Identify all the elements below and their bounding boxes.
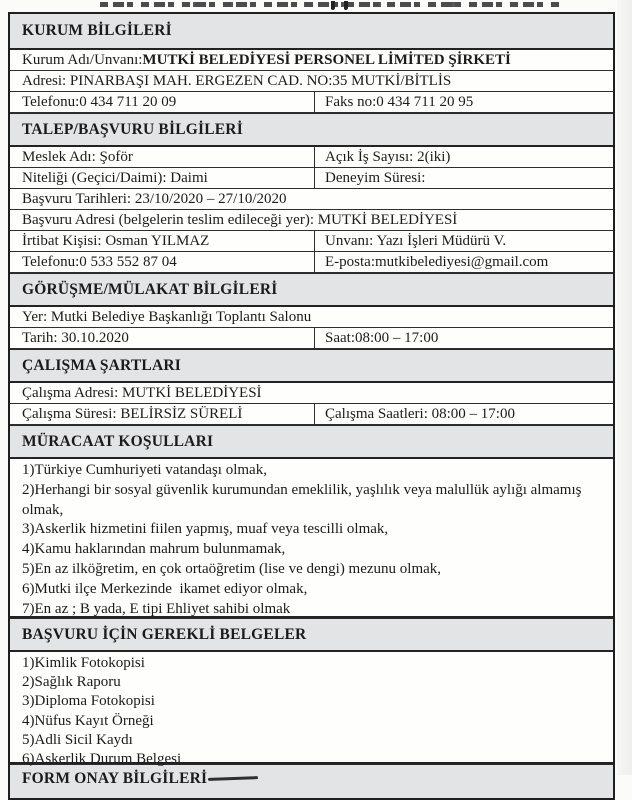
table-row-irtibat-unvan [10,231,613,252]
list-item: 6)Askerlik Durum Belgesi [22,751,182,768]
section-header-muracaat-kosullari [10,425,613,459]
section-title: FORM ONAY BİLGİLERİ [22,770,208,787]
section-header-gerekli-belgeler [10,618,613,652]
kurum-faks: Faks no:0 434 711 20 95 [325,93,474,110]
list-item: 1)Kimlik Fotokopisi [22,655,145,671]
table-row-telefon-eposta [10,252,613,273]
list-item: 5)Adli Sicil Kaydı [22,731,133,748]
kurum-adresi: Adresi: PINARBAŞI MAH. ERGEZEN CAD. NO:35 MUTKİ/BİTLİS [22,72,452,89]
list-item: 2)Herhangi bir sosyal güvenlik kurumundan emeklilik, yaşlılık veya malullük aylığı almamış olmak, [22,481,586,518]
table-row-meslek-acikis [10,147,613,168]
table-row-telefon-faks [10,92,613,113]
calisma-suresi: Çalışma Süresi: BELİRSİZ SÜRELİ [10,404,315,424]
irtibat-unvani: Unvanı: Yazı İşleri Müdürü V. [325,232,507,249]
table-row-basvuru-tarihleri [10,189,613,210]
gorusme-tarihi: Tarih: 30.10.2020 [10,328,315,348]
section-header-calisma-sartlari [10,349,613,383]
deneyim-suresi: Deneyim Süresi: [325,169,426,186]
list-item: 4)Nüfus Kayıt Örneği [22,712,154,729]
kurum-adi-label: Kurum Adı/Unvanı: [22,51,143,68]
table-row-kurum-adresi [10,71,613,92]
section-header-gorusme-mulakat [10,273,613,307]
list-item: 5)En az ilköğretim, en çok ortaöğretim (lise ve dengi) mezunu olmak, [22,560,442,577]
list-item: 7)En az ; B yada, E tipi Ehliyet sahibi olmak [22,600,291,617]
list-item: 2)Sağlık Raporu [22,674,121,691]
table-row-kurum-adi [10,50,613,71]
section-title: KURUM BİLGİLERİ [22,22,172,39]
kurum-telefonu: Telefonu:0 434 711 20 09 [10,92,315,112]
section-title: MÜRACAAT KOŞULLARI [22,432,214,450]
muracaat-kosullari-list [10,459,613,618]
table-row-gorusme-yer [10,307,613,328]
gerekli-belgeler-list [10,652,613,768]
section-title: ÇALIŞMA ŞARTLARI [22,356,181,374]
section-header-form-onay [10,764,613,798]
list-item: 6)Mutki ilçe Merkezinde ikamet ediyor olmak, [22,580,308,597]
form-table [8,12,615,800]
clipped-letter-descender [331,1,335,10]
irtibat-kisisi: İrtibat Kişisi: Osman YILMAZ [10,231,315,251]
section-header-kurum-bilgileri [10,14,613,50]
irtibat-telefonu: Telefonu:0 533 552 87 04 [10,252,315,272]
section-title: BAŞVURU İÇİN GEREKLİ BELGELER [22,625,307,643]
calisma-saatleri: Çalışma Saatleri: 08:00 – 17:00 [325,405,515,422]
gorusme-saati: Saat:08:00 – 17:00 [325,329,439,346]
list-item: 1)Türkiye Cumhuriyeti vatandaşı olmak, [22,462,267,478]
basvuru-adresi: Başvuru Adresi (belgelerin teslim edileceği yer): MUTKİ BELEDİYESİ [22,211,458,228]
pen-mark [208,776,258,781]
list-item: 3)Askerlik hizmetini fiilen yapmış, muaf veya tescilli olmak, [22,521,389,538]
basvuru-tarihleri: Başvuru Tarihleri: 23/10/2020 – 27/10/2020 [22,190,287,207]
clipped-letter-descender [344,1,348,10]
calisma-adresi: Çalışma Adresi: MUTKİ BELEDİYESİ [22,384,262,401]
list-item: 3)Diploma Fotokopisi [22,693,155,710]
irtibat-eposta: E-posta:mutkibelediyesi@gmail.com [325,253,549,270]
table-row-sure-saatler [10,404,613,425]
gorusme-yeri: Yer: Mutki Belediye Başkanlığı Toplantı Salonu [22,308,312,325]
table-row-basvuru-adresi [10,210,613,231]
niteligi: Niteliği (Geçici/Daimi): Daimi [10,168,315,188]
kurum-adi-value: MUTKİ BELEDİYESİ PERSONEL LİMİTED ŞİRKETİ [142,51,511,68]
section-header-talep-basvuru [10,113,613,147]
section-title: TALEP/BAŞVURU BİLGİLERİ [22,120,243,138]
table-row-niteligi-deneyim [10,168,613,189]
meslek-adi: Meslek Adı: Şoför [10,147,315,167]
scan-right-margin [617,0,632,775]
table-row-calisma-adresi [10,383,613,404]
table-row-tarih-saat [10,328,613,349]
acik-is-sayisi: Açık İş Sayısı: 2(iki) [325,148,451,165]
section-title: GÖRÜŞME/MÜLAKAT BİLGİLERİ [22,280,278,298]
list-item: 4)Kamu haklarından mahrum bulunmamak, [22,541,286,558]
